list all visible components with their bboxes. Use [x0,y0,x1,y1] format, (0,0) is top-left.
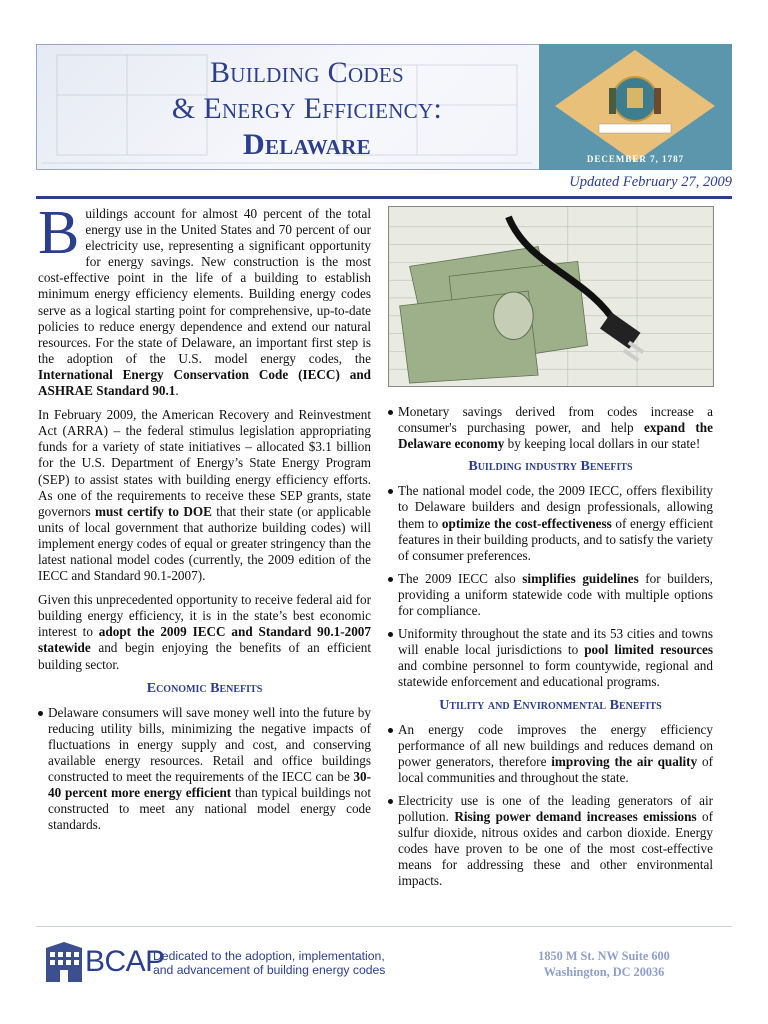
flag-diamond-icon [539,44,732,170]
flag-date: DECEMBER 7, 1787 [586,154,685,164]
section-heading-economic: Economic Benefits [146,680,263,696]
bullet-item: An energy code improves the energy efficiency performance of all new buildings and reduces demand on power generators, therefore improving the air quality of local communities and throughout the state. [388,722,713,786]
updated-date: Updated February 27, 2009 [569,174,732,190]
bullet-item: The 2009 IECC also simplifies guidelines for builders, providing a uniform statewide code with multiple options for compliance. [388,571,713,619]
bcap-logo: BCAP [85,945,165,978]
title-line-1: Building Codes [209,56,405,89]
section-heading-utility-environmental: Utility and Environmental Benefits [439,697,662,713]
drop-cap: B [38,199,80,267]
header-rule [36,196,732,199]
money-plug-icon [389,207,713,386]
title-line-3: Delaware [243,128,371,161]
money-plug-photo [388,206,714,387]
building-icon [46,942,82,982]
bullet-item: Uniformity throughout the state and its 53 cities and towns will enable local jurisdictions to pool limited resources and combine personnel to form countywide, regional and statewide enforcement and educational programs. [388,626,713,690]
bullet-item: Electricity use is one of the leading generators of air pollution. Rising power demand increases emissions of sulfur dioxide, nitrous oxides and carbon dioxide. Energy codes have proven to be one of the most cost-effective means for addressing these and other environmental impacts. [388,793,713,890]
bullet-item: Monetary savings derived from codes increase a consumer's purchasing power, and help expand the Delaware economy by keeping local dollars in our state! [388,404,713,452]
title-line-2: & Energy Efficiency: [171,92,443,125]
opportunity-paragraph: Given this unprecedented opportunity to receive federal aid for building energy efficiency, it is in the state’s best economic interest to adopt the 2009 IECC and Standard 90.1-2007 statewide and begin enjoying the benefits of an efficient building sector. [38,592,371,672]
section-heading-building-industry: Building industry Benefits [468,459,633,475]
footer-tagline: Dedicated to the adoption, implementation, and advancement of building energy codes [153,949,386,977]
bullet-item: The national model code, the 2009 IECC, offers flexibility to Delaware builders and design professionals, allowing them to optimize the cost-effectiveness of energy efficient features in their building products, and to satisfy the variety of consumer preferences. [388,483,713,563]
intro-paragraph: Buildings account for almost 40 percent of the total energy use in the United States and 70 percent of our electricity use, representing a significant opportunity for energy savings. New construction is the most cost-effective point in the life of a building to establish minimum energy efficiency elements. Building energy codes serve as a logical starting point for comprehensive, up-to-date policies to reduce energy dependence and extend our natural resources. For the state of Delaware, an important first step is the adoption of the U.S. model energy codes, the International Energy Conservation Code (IECC) and ASHRAE Standard 90.1. [38,199,371,399]
left-column [38,199,372,840]
arra-paragraph: In February 2009, the American Recovery and Reinvestment Act (ARRA) – the federal stimulus legislation appropriating funds for a variety of state initiatives – allocated $3.1 billion for the U.S. Department of Energy’s State Energy Program (SEP) to assist states with building energy efficiency efforts. As one of the requirements to receive these SEP grants, state governors must certify to DOE that their state (or applicable units of local government that authorize building codes) will implement energy codes of equal or greater stringency than the latest national model codes (currently, the 2009 edition of the IECC and Standard 90.1-2007). [38,407,372,584]
bullet-item: Delaware consumers will save money well into the future by reducing utility bills, minimizing the negative impacts of fluctuations in energy supply and cost, and conserving available energy resources. Retail and office buildings constructed to meet the requirements of the IECC can be 30-40 percent more energy efficient than typical buildings not constructed to meet any national model energy code standards. [38,705,371,834]
page-title [97,55,517,163]
footer-rule [36,926,732,927]
right-column [388,404,713,897]
delaware-flag [539,44,732,170]
footer-address: 1850 M St. NW Suite 600 Washington, DC 20036 [538,949,670,979]
